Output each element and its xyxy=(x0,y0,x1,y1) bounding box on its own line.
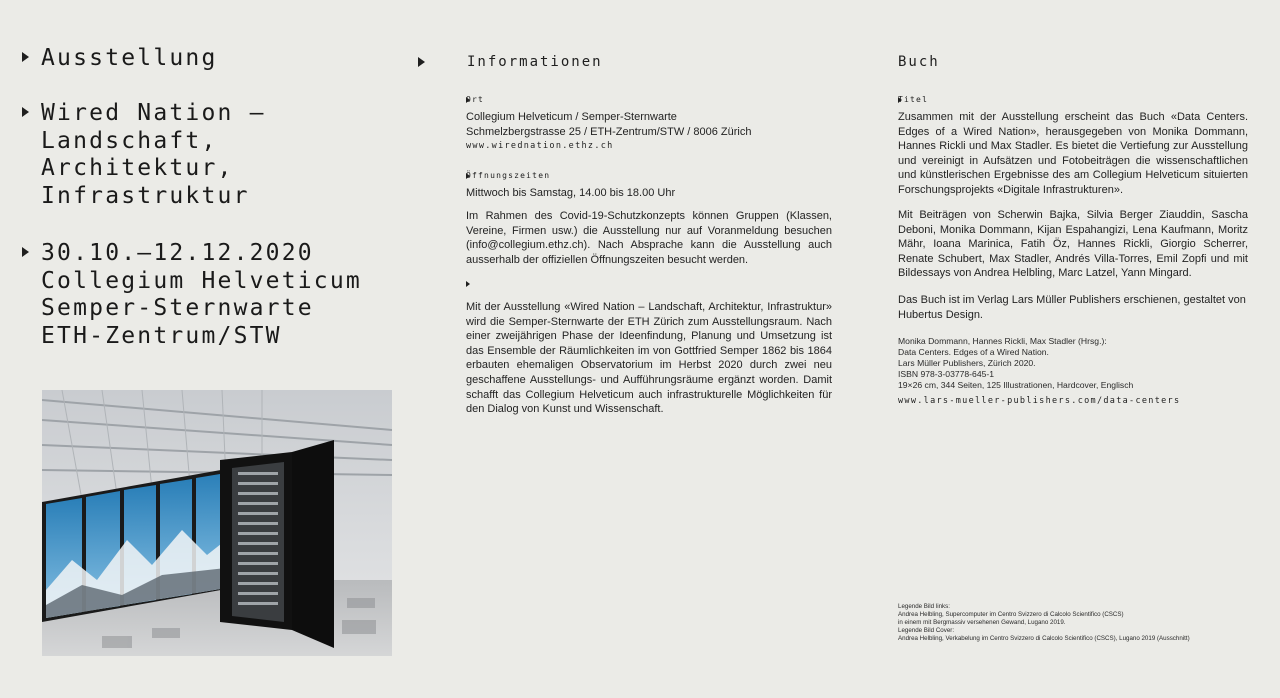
exhibition-venue xyxy=(22,240,362,350)
legend-line: in einem mit Bergmassiv versehenen Gewand, Lugano 2019. xyxy=(898,619,1066,626)
exhibition-title-text: Wired Nation – Landschaft, Architektur, Infrastruktur xyxy=(41,100,266,209)
biblio-line: 19×26 cm, 344 Seiten, 125 Illustrationen, Hardcover, Englisch xyxy=(898,380,1134,390)
book-bibliography xyxy=(898,336,1248,391)
ort-address xyxy=(466,110,836,139)
book-intro: Zusammen mit der Ausstellung erscheint das Buch «Data Centers. Edges of a Wired Nation», herausgegeben von Monika Dommann, Hannes Rickli und Max Stadler. Es bietet die Vertiefung zur Ausstellung und vereinigt in Aufsätzen und Fotobeiträgen die wissenschaftlichen und künstlerischen Ergebnisse des am Collegium Helveticum situierten Forschungsprojekts «Digitale Infrastrukturen». xyxy=(898,111,1248,196)
triangle-bullet-icon xyxy=(22,247,29,257)
legend-line: Andrea Helbling, Supercomputer im Centro Svizzero di Calcolo Scientifico (CSCS) xyxy=(898,611,1124,618)
buch-label: Buch xyxy=(898,54,940,70)
wirednation-link[interactable]: www.wirednation.ethz.ch xyxy=(466,141,614,151)
triangle-bullet-icon xyxy=(466,173,470,179)
triangle-bullet-icon xyxy=(418,57,425,67)
hours-label: Öffnungszeiten xyxy=(466,171,551,180)
triangle-bullet-icon xyxy=(22,52,29,62)
ausstellung-heading: Ausstellung xyxy=(41,45,218,71)
exhibition-venue-text: 30.10.–12.12.2020 Collegium Helveticum Semper-Sternwarte ETH-Zentrum/STW xyxy=(41,240,362,349)
buch-header xyxy=(898,54,940,70)
informationen-header xyxy=(418,54,603,70)
triangle-bullet-icon xyxy=(466,281,470,287)
heading-ausstellung xyxy=(22,45,218,73)
supercomputer-photo xyxy=(42,390,392,656)
biblio-line: ISBN 978-3-03778-645-1 xyxy=(898,369,995,379)
triangle-bullet-icon xyxy=(898,97,902,103)
ort-line-2: Schmelzbergstrasse 25 / ETH-Zentrum/STW / 8006 Zürich xyxy=(466,125,752,138)
ort-label: Ort xyxy=(466,95,485,104)
hours-text: Mittwoch bis Samstag, 14.00 bis 18.00 Uhr xyxy=(466,187,676,199)
informationen-label: Informationen xyxy=(467,54,603,70)
titel-subheading xyxy=(898,95,928,104)
book-publisher: Das Buch ist im Verlag Lars Müller Publishers erschienen, gestaltet von Hubertus Design. xyxy=(898,294,1246,321)
book-contributors: Mit Beiträgen von Scherwin Bajka, Silvia Berger Ziauddin, Sascha Deboni, Monika Dommann, Kijan Espahangizi, Lena Kaufmann, Moritz Mähr, Ioana Marinica, Fatih Öz, Hannes Rickli, Giorgio Scherrer, Renate Schubert, Max Stadler, Andrés Villa-Torres, Emil Zopfi und mit Bildessays von Andrea Helbling, Marc Latzel, Yann Mingard. xyxy=(898,209,1248,280)
biblio-line: Lars Müller Publishers, Zürich 2020. xyxy=(898,358,1036,368)
biblio-line: Monika Dommann, Hannes Rickli, Max Stadler (Hrsg.): xyxy=(898,336,1107,346)
triangle-bullet-icon xyxy=(22,107,29,117)
publisher-link[interactable]: www.lars-mueller-publishers.com/data-centers xyxy=(898,396,1181,406)
covid-paragraph: Im Rahmen des Covid-19-Schutzkonzepts können Gruppen (Klassen, Vereine, Firmen usw.) die Ausstellung nur auf Voranmeldung besuchen (info@collegium.ethz.ch). Nach Absprache kann die Ausstellung auch ausserhalb der offiziellen Öffnungszeiten besucht werden. xyxy=(466,210,832,266)
ort-line-1: Collegium Helveticum / Semper-Sternwarte xyxy=(466,111,677,123)
titel-label: Titel xyxy=(898,95,929,104)
about-paragraph: Mit der Ausstellung «Wired Nation – Landschaft, Architektur, Infrastruktur» wird die Semper-Sternwarte der ETH Zürich zum Ausstellungsraum. Nach einer zweijährigen Phase der Ideenfindung, Planung und Umsetzung ist das Ensemble der Räumlichkeiten im von Gottfried Semper 1862 bis 1864 erbauten ehemaligen Observatorium im Herbst 2020 durch zwei neu geschaffene Ausstellungs- und Aufführungsräume ergänzt worden. Damit schafft das Collegium Helveticum auch infrastrukturelle Möglichkeiten für den Dialog von Kunst und Wissenschaft. xyxy=(466,301,832,416)
legend-line: Legende Bild links: xyxy=(898,603,950,610)
image-legend xyxy=(898,603,1248,643)
legend-line: Legende Bild Cover: xyxy=(898,627,955,634)
ort-subheading xyxy=(466,95,484,104)
hours-subheading xyxy=(466,171,550,180)
biblio-line: Data Centers. Edges of a Wired Nation. xyxy=(898,347,1049,357)
exhibition-title xyxy=(22,100,266,210)
legend-line: Andrea Helbling, Verkabelung im Centro Svizzero di Calcolo Scientifico (CSCS), Lugano 2019 (Ausschnitt) xyxy=(898,635,1190,642)
triangle-bullet-icon xyxy=(466,97,470,103)
